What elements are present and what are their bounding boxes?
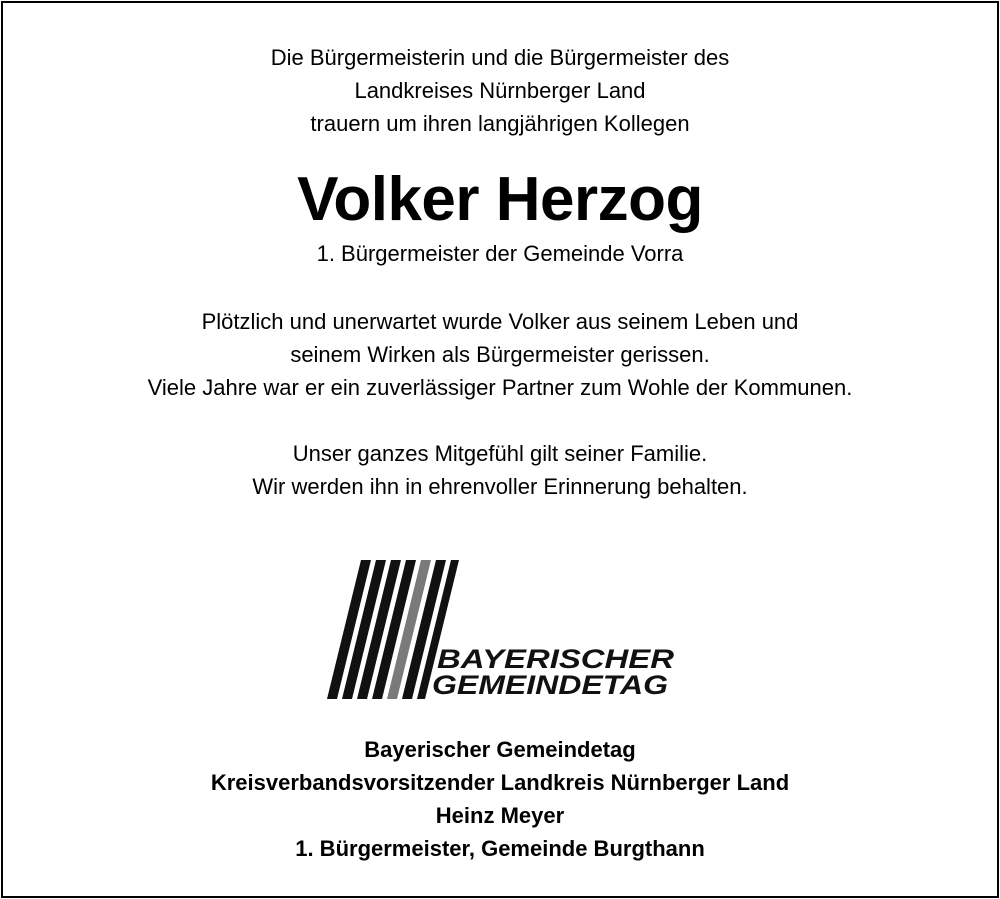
deceased-role-text: 1. Bürgermeister der Gemeinde Vorra	[316, 241, 684, 266]
intro-line-1: Die Bürgermeisterin und die Bürgermeister des	[270, 45, 730, 70]
deceased-name: Volker Herzog	[297, 165, 703, 234]
intro-line-2: Landkreises Nürnberger Land	[354, 78, 646, 103]
logo-text-line-2: GEMEINDETAG	[432, 670, 668, 700]
signature-organization: Bayerischer Gemeindetag	[364, 737, 636, 762]
intro-line-3: trauern um ihren langjährigen Kollegen	[310, 111, 690, 136]
signature-title: 1. Bürgermeister, Gemeinde Burgthann	[295, 836, 705, 861]
message-paragraph	[0, 305, 1000, 404]
deceased-role	[0, 237, 1000, 270]
message-line-2: seinem Wirken als Bürgermeister gerissen.	[290, 342, 710, 367]
signature-block	[0, 733, 1000, 865]
condolence-paragraph	[0, 437, 1000, 503]
signature-name: Heinz Meyer	[435, 803, 565, 828]
signature-position: Kreisverbandsvorsitzender Landkreis Nürnberger Land	[210, 770, 790, 795]
intro-text	[0, 41, 1000, 140]
message-line-3: Viele Jahre war er ein zuverlässiger Partner zum Wohle der Kommunen.	[147, 375, 853, 400]
bayerischer-gemeindetag-logo	[326, 559, 676, 701]
condolence-line-1: Unser ganzes Mitgefühl gilt seiner Familie.	[292, 441, 708, 466]
logo-text-line-1: BAYERISCHER	[437, 644, 675, 674]
message-line-1: Plötzlich und unerwartet wurde Volker aus seinem Leben und	[201, 309, 799, 334]
condolence-line-2: Wir werden ihn in ehrenvoller Erinnerung behalten.	[252, 474, 748, 499]
